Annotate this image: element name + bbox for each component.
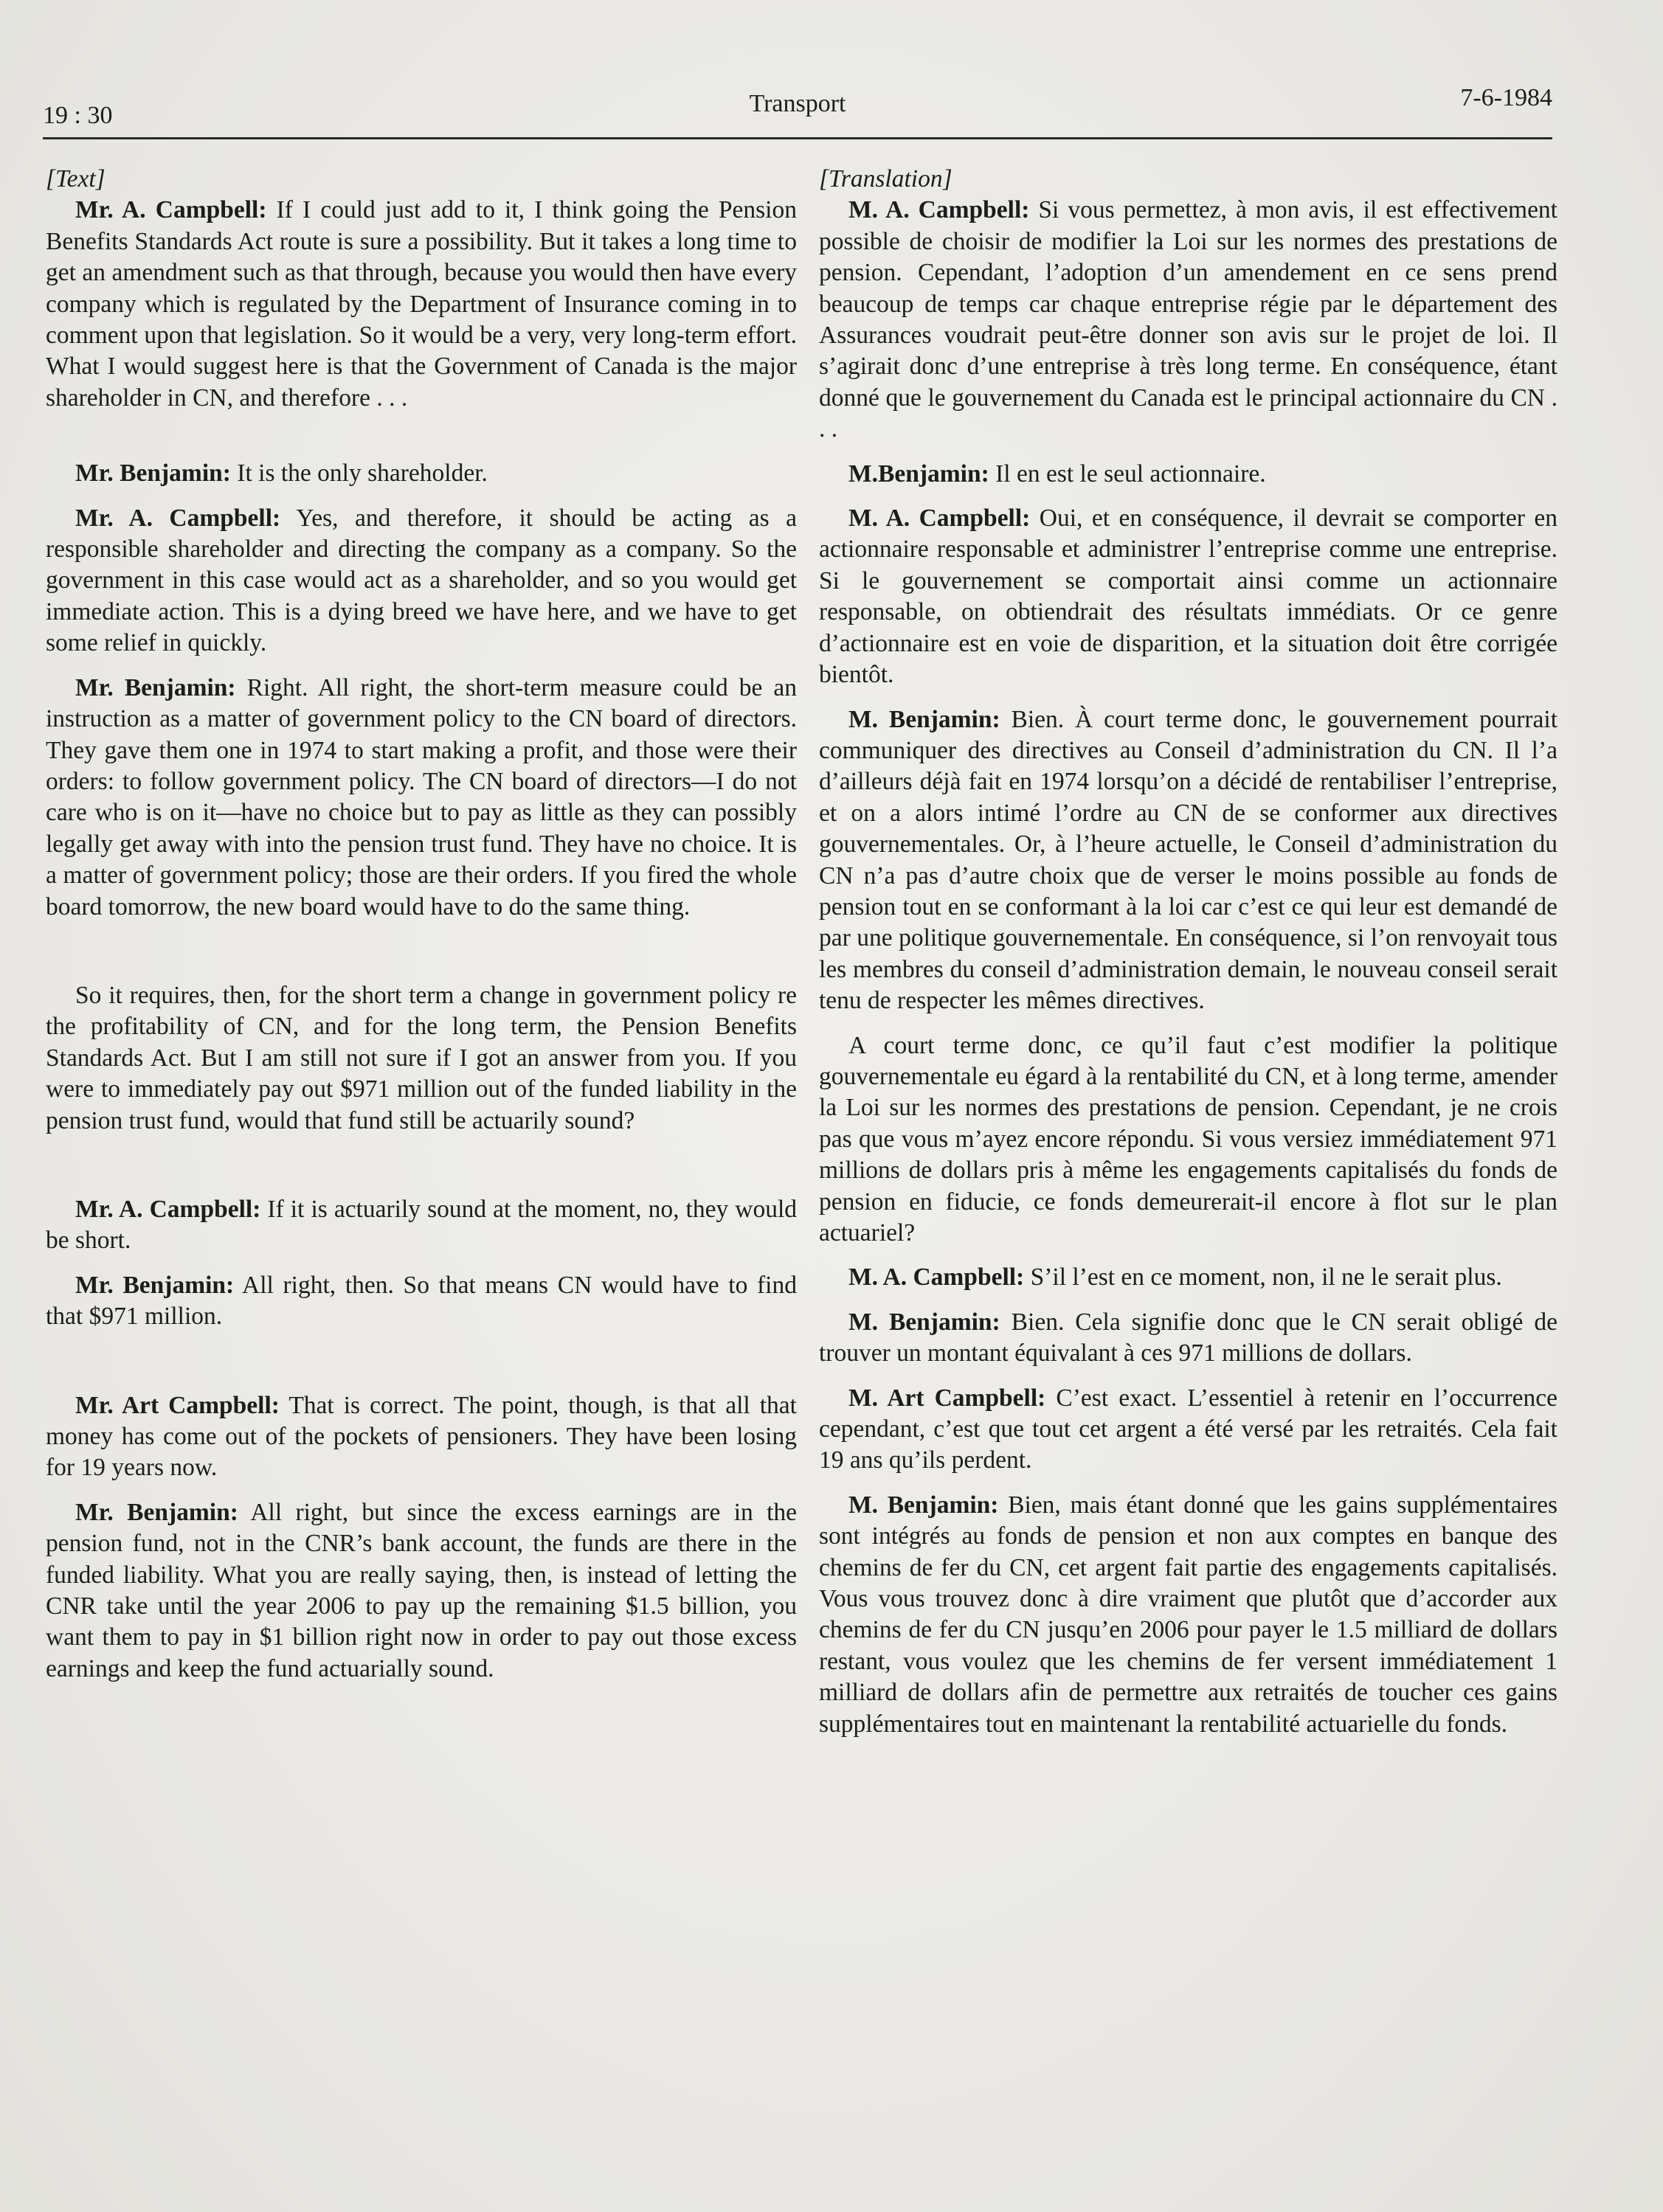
statement xyxy=(46,458,797,489)
french-column xyxy=(819,164,1557,1740)
statement xyxy=(46,1497,797,1685)
statement xyxy=(819,1307,1557,1370)
page-date: 7-6-1984 xyxy=(1460,84,1552,111)
speaker-name: Mr. Benjamin: xyxy=(75,1271,235,1299)
statement-text: If I could just add to it, I think going the Pension Benefits Standards Act route is sure a possibility. But it takes a long time to get an amendment such as that through, because you would then have every company which is regulated by the Department of Insurance coming in to comment upon that legislation. So it would be a very, very long-term effort. What I would suggest here is that the Government of Canada is the major shareholder in CN, and therefore . . . xyxy=(46,196,797,412)
speaker-name: M.Benjamin: xyxy=(848,460,989,488)
column-tag: [Translation] xyxy=(819,165,952,193)
statement xyxy=(46,1194,797,1257)
statement-text: Bien, mais étant donné que les gains supplémentaires sont intégrés au fonds de pension et non aux comptes en banque des chemins de fer du CN, cet argent fait partie des engagements capitalisés. Vous vous trouvez donc à dire vraiment que plutôt que d’accorder aux chemins de fer du CN jusqu’en 2006 pour payer le 1.5 milliard de dollars restant, vous voulez que les chemins de fer versent immédiatement 1 milliard de dollars afin de permettre aux retraités de toucher ces gains supplémentaires tout en maintenant la rentabilité actuarielle du fonds. xyxy=(819,1491,1557,1738)
page-title: Transport xyxy=(749,90,846,117)
statement-text: If it is actuarily sound at the moment, no, they would be short. xyxy=(46,1195,798,1255)
statement xyxy=(819,1490,1557,1740)
statement-text: So it requires, then, for the short term a change in government policy re the profitability of CN, and for the long term, the Pension Benefits Standards Act. But I am still not sure if I got an answer from you. If you were to immediately pay out $971 million out of the funded liability in the pension trust fund, would that fund still be actuarily sound? xyxy=(46,981,797,1134)
speaker-name: M. Benjamin: xyxy=(848,1308,1000,1336)
column-tag: [Text] xyxy=(46,165,106,193)
statement-text: A court terme donc, ce qu’il faut c’est modifier la politique gouvernementale eu égard à la rentabilité du CN, et à long terme, amender la Loi sur les normes des prestations de pension. Cependant, je ne crois pas que vous m’ayez encore répondu. Si vous versiez immédiatement 971 millions de dollars pris à même les engagements capitalisés du fonds de pension en fiducie, ce fonds demeurerait-il encore à flot sur le plan actuariel? xyxy=(819,1031,1557,1247)
speaker-name: Mr. Benjamin: xyxy=(75,460,231,488)
statement xyxy=(46,195,797,414)
speaker-name: M. Benjamin: xyxy=(848,705,1000,733)
statement xyxy=(819,503,1557,690)
statement xyxy=(46,503,797,659)
statement-text: It is the only shareholder. xyxy=(230,460,488,488)
statement xyxy=(819,459,1557,490)
speaker-name: Mr. Benjamin: xyxy=(75,673,236,701)
speaker-name: M. Benjamin: xyxy=(848,1491,999,1519)
statement-text: That is correct. The point, though, is that all that money has come out of the pockets of pensioners. They have been losing for 19 years now. xyxy=(46,1391,797,1482)
statement xyxy=(819,195,1557,445)
statement xyxy=(819,1383,1557,1477)
speaker-name: Mr. Benjamin: xyxy=(75,1498,238,1526)
statement-text: Si vous permettez, à mon avis, il est effectivement possible de choisir de modifier la Loi sur les normes des prestations de pension. Cependant, l’adoption d’un amendement en ce sens prend beaucoup de temps car chaque entreprise régie par le département des Assurances voudrait peut-être donner son avis sur le projet de loi. Il s’agirait donc d’une entreprise à très long terme. En conséquence, étant donné que le gouvernement du Canada est le principal actionnaire du CN . . . xyxy=(819,196,1557,443)
statement-text: Right. All right, the short-term measure could be an instruction as a matter of government policy to the CN board of directors. They gave them one in 1974 to start making a profit, and those were their orders: to follow government policy. The CN board of directors—I do not care who is on it—have no choice but to pay as little as they can possibly legally get away with into the pension trust fund. They have no choice. It is a matter of government policy; those are their orders. If you fired the whole board tomorrow, the new board would have to do the same thing. xyxy=(46,673,797,920)
page-header xyxy=(43,80,1552,139)
statement xyxy=(819,1262,1557,1293)
statement-text: C’est exact. L’essentiel à retenir en l’occurrence cependant, c’est que tout cet argent a été versé par les retraités. Cela fait 19 ans qu’ils perdent. xyxy=(819,1384,1557,1474)
statement-text: Bien. Cela signifie donc que le CN serait obligé de trouver un montant équivalant à ces 971 millions de dollars. xyxy=(819,1308,1557,1367)
statement-text: Oui, et en conséquence, il devrait se comporter en actionnaire responsable et administrer l’entreprise comme une entreprise. Si le gouvernement se comportait ainsi comme un actionnaire responsable, on obtiendrait des résultats immédiats. Or ce genre d’actionnaire est en voie de disparition, et la situation doit être corrigée bientôt. xyxy=(819,505,1557,689)
statement-text: Il en est le seul actionnaire. xyxy=(989,460,1266,488)
statement xyxy=(819,1030,1557,1249)
statement-text: All right, but since the excess earnings are in the pension fund, not in the CNR’s bank account, the funds are there in the funded liability. What you are really saying, then, is instead of letting the CNR take until the year 2006 to pay up the remaining $1.5 billion, you want them to pay in $1 billion right now in order to pay out those excess earnings and keep the fund actuarially sound. xyxy=(46,1498,797,1682)
page-reference: 19 : 30 xyxy=(43,102,113,129)
statement xyxy=(46,1270,797,1333)
speaker-name: Mr. A. Campbell: xyxy=(75,196,267,224)
statement xyxy=(46,673,797,923)
statement xyxy=(819,704,1557,1017)
speaker-name: M. A. Campbell: xyxy=(848,196,1030,224)
statement-text: Bien. À court terme donc, le gouvernement pourrait communiquer des directives au Conseil d’administration du CN. Il l’a d’ailleurs déjà fait en 1974 lorsqu’on a décidé de rentabiliser l’entreprise, et on a alors intimé l’ordre au CN de se conformer aux directives gouvernementales. Or, à l’heure actuelle, le Conseil d’administration du CN n’a pas d’autre choix que de verser le moins possible au fonds de pension tout en se conformant à la loi car c’est ce qui leur est demandé de par une politique gouvernementale. En conséquence, si l’on renvoyait tous les membres du conseil d’administration demain, le nouveau conseil serait tenu de respecter les mêmes directives. xyxy=(819,705,1557,1015)
speaker-name: M. A. Campbell: xyxy=(848,1263,1025,1292)
speaker-name: Mr. A. Campbell: xyxy=(75,1195,261,1223)
speaker-name: M. A. Campbell: xyxy=(848,505,1031,533)
statement-text: S’il l’est en ce moment, non, il ne le serait plus. xyxy=(1024,1263,1502,1292)
english-column xyxy=(46,164,797,1685)
statement xyxy=(46,980,797,1137)
statement xyxy=(46,1390,797,1484)
speaker-name: Mr. A. Campbell: xyxy=(75,504,281,532)
speaker-name: M. Art Campbell: xyxy=(848,1384,1046,1412)
statement-text: All right, then. So that means CN would have to find that $971 million. xyxy=(46,1271,797,1331)
speaker-name: Mr. Art Campbell: xyxy=(75,1391,280,1419)
statement-text: Yes, and therefore, it should be acting as a responsible shareholder and directing the company as a company. So the government in this case would act as a shareholder, and so you would get immediate action. This is a dying breed we have here, and we have to get some relief in quickly. xyxy=(46,504,797,657)
